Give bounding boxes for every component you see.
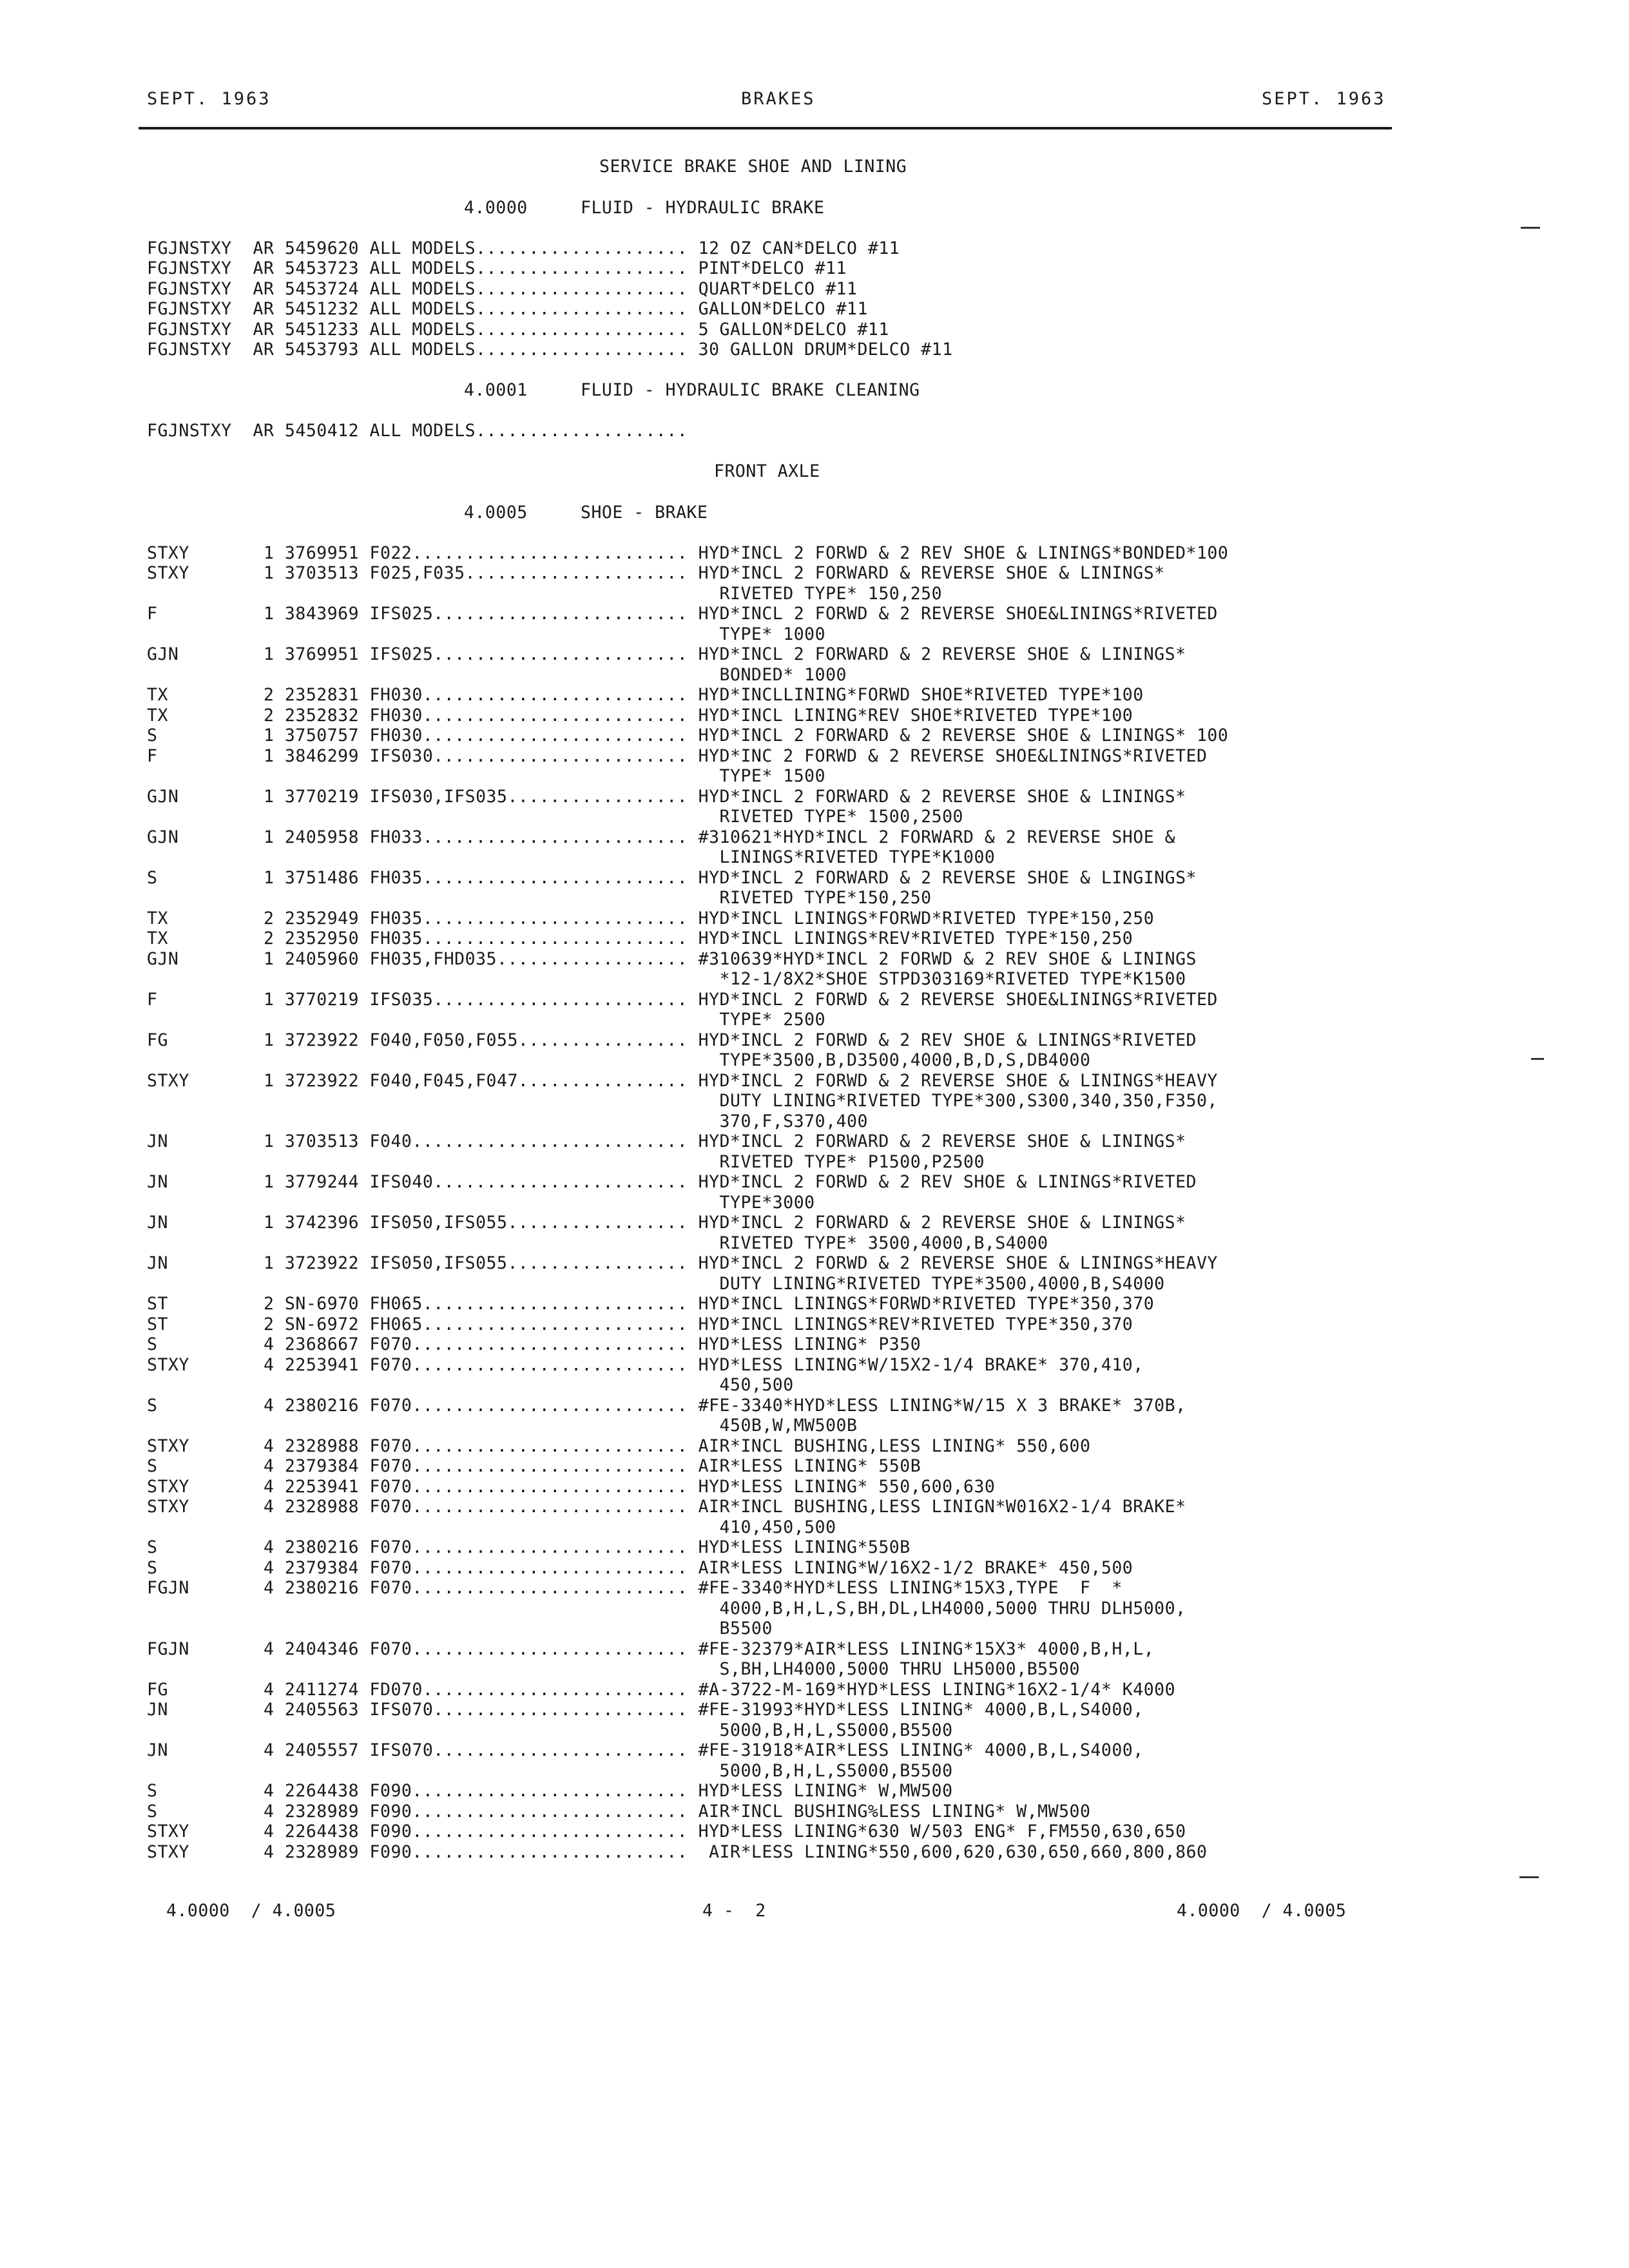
list-item: STXY 4 2264438 F090.......................... HYD*LESS LINING*630 W/503 ENG* F,FM550,630,650 bbox=[147, 1821, 1186, 1841]
list-item: STXY 4 2253941 F070.......................... HYD*LESS LINING*W/15X2-1/4 BRAKE* 370,410, bbox=[147, 1355, 1144, 1375]
list-item: GJN 1 2405958 FH033......................... #310621*HYD*INCL 2 FORWARD & 2 REVERSE SHOE & bbox=[147, 827, 1176, 847]
list-item: GJN 1 3769951 IFS025........................ HYD*INCL 2 FORWARD & 2 REVERSE SHOE & LININGS* bbox=[147, 644, 1186, 664]
list-item: S 4 2328989 F090.......................... AIR*INCL BUSHING%LESS LINING* W,MW500 bbox=[147, 1802, 1091, 1821]
margin-mark bbox=[1519, 1876, 1539, 1878]
list-item: *12-1/8X2*SHOE STPD303169*RIVETED TYPE*K1500 bbox=[147, 969, 1186, 989]
footer-right: 4.0000 / 4.0005 bbox=[1177, 1901, 1347, 1921]
header-right: SEPT. 1963 bbox=[1262, 89, 1386, 109]
list-item: STXY 4 2328989 F090.......................... AIR*LESS LINING*550,600,620,630,650,660,800,860 bbox=[147, 1842, 1208, 1862]
list-item: JN 1 3723922 IFS050,IFS055................. HYD*INCL 2 FORWD & 2 REVERSE SHOE & LININGS*HEAVY bbox=[147, 1253, 1218, 1273]
list-item: STXY 4 2328988 F070.......................... AIR*INCL BUSHING,LESS LINING* 550,600 bbox=[147, 1436, 1091, 1456]
list-item: ST 2 SN-6972 FH065......................... HYD*INCL LININGS*REV*RIVETED TYPE*350,370 bbox=[147, 1314, 1133, 1334]
list-item: TYPE* 1000 bbox=[147, 624, 826, 644]
list-item: DUTY LINING*RIVETED TYPE*3500,4000,B,S4000 bbox=[147, 1274, 1165, 1294]
list-item: 4000,B,H,L,S,BH,DL,LH4000,5000 THRU DLH5000, bbox=[147, 1599, 1186, 1619]
list-item: LININGS*RIVETED TYPE*K1000 bbox=[147, 847, 996, 867]
list-item: F 1 3843969 IFS025........................ HYD*INCL 2 FORWD & 2 REVERSE SHOE&LININGS*RIVETED bbox=[147, 604, 1218, 624]
section-title: SERVICE BRAKE SHOE AND LINING bbox=[599, 157, 907, 177]
list-item: S,BH,LH4000,5000 THRU LH5000,B5500 bbox=[147, 1659, 1080, 1679]
list-item: ST 2 SN-6970 FH065......................... HYD*INCL LININGS*FORWD*RIVETED TYPE*350,370 bbox=[147, 1294, 1155, 1314]
list-item: BONDED* 1000 bbox=[147, 665, 847, 685]
list-item: STXY 1 3703513 F025,F035..................... HYD*INCL 2 FORWARD & REVERSE SHOE & LININGS* bbox=[147, 563, 1165, 583]
header-center: BRAKES bbox=[741, 89, 816, 109]
list-item: 5000,B,H,L,S5000,B5500 bbox=[147, 1720, 953, 1740]
list-item: F 1 3846299 IFS030........................ HYD*INC 2 FORWD & 2 REVERSE SHOE&LININGS*RIVETED bbox=[147, 746, 1208, 766]
list-item: RIVETED TYPE* 150,250 bbox=[147, 584, 943, 604]
list-item: TYPE*3500,B,D3500,4000,B,D,S,DB4000 bbox=[147, 1050, 1091, 1070]
list-item: S 1 3750757 FH030......................... HYD*INCL 2 FORWARD & 2 REVERSE SHOE & LININGS* 100 bbox=[147, 726, 1229, 745]
list-item: RIVETED TYPE* 1500,2500 bbox=[147, 807, 963, 827]
list-item: TX 2 2352950 FH035......................... HYD*INCL LININGS*REV*RIVETED TYPE*150,250 bbox=[147, 928, 1133, 948]
list-item: S 4 2379384 F070.......................... AIR*LESS LINING*W/16X2-1/2 BRAKE* 450,500 bbox=[147, 1558, 1133, 1578]
list-item: 5000,B,H,L,S5000,B5500 bbox=[147, 1761, 953, 1781]
margin-mark bbox=[1531, 1058, 1544, 1060]
list-item: TX 2 2352831 FH030......................... HYD*INCLLINING*FORWD SHOE*RIVETED TYPE*100 bbox=[147, 685, 1144, 705]
section-front-axle: FRONT AXLE bbox=[714, 461, 820, 481]
list-item: S 1 3751486 FH035......................... HYD*INCL 2 FORWARD & 2 REVERSE SHOE & LINGINGS* bbox=[147, 868, 1197, 888]
list-item: 450,500 bbox=[147, 1375, 794, 1395]
list-item: STXY 4 2328988 F070.......................... AIR*INCL BUSHING,LESS LINIGN*W016X2-1/4 BRAKE* bbox=[147, 1497, 1186, 1517]
list-item: GJN 1 3770219 IFS030,IFS035................. HYD*INCL 2 FORWARD & 2 REVERSE SHOE & LININGS* bbox=[147, 787, 1186, 807]
list-item: STXY 1 3769951 F022.......................... HYD*INCL 2 FORWD & 2 REV SHOE & LININGS*BONDED*100 bbox=[147, 543, 1229, 563]
list-item: STXY 4 2253941 F070.......................... HYD*LESS LINING* 550,600,630 bbox=[147, 1477, 996, 1497]
list-item: TYPE*3000 bbox=[147, 1193, 815, 1213]
section-heading-4-0000: 4.0000 FLUID - HYDRAULIC BRAKE bbox=[464, 198, 825, 218]
list-item: S 4 2368667 F070.......................... HYD*LESS LINING* P350 bbox=[147, 1334, 921, 1354]
header-rule bbox=[139, 127, 1392, 130]
list-item: RIVETED TYPE* 3500,4000,B,S4000 bbox=[147, 1233, 1048, 1253]
list-item: JN 1 3742396 IFS050,IFS055................. HYD*INCL 2 FORWARD & 2 REVERSE SHOE & LININGS* bbox=[147, 1213, 1186, 1233]
list-item: FGJNSTXY AR 5451232 ALL MODELS.................... GALLON*DELCO #11 bbox=[147, 299, 868, 319]
footer-center: 4 - 2 bbox=[702, 1901, 766, 1921]
list-item: FGJN 4 2404346 F070.......................... #FE-32379*AIR*LESS LINING*15X3* 4000,B,H,L, bbox=[147, 1639, 1155, 1659]
list-item: S 4 2380216 F070.......................... HYD*LESS LINING*550B bbox=[147, 1537, 911, 1557]
list-item: FGJNSTXY AR 5459620 ALL MODELS.................... 12 OZ CAN*DELCO #11 bbox=[147, 238, 900, 258]
list-item: JN 1 3703513 F040.......................... HYD*INCL 2 FORWARD & 2 REVERSE SHOE & LININGS* bbox=[147, 1131, 1186, 1151]
list-item: TX 2 2352832 FH030......................... HYD*INCL LINING*REV SHOE*RIVETED TYPE*100 bbox=[147, 706, 1133, 726]
list-item: FGJNSTXY AR 5450412 ALL MODELS.................... bbox=[147, 421, 688, 441]
list-item: JN 1 3779244 IFS040........................ HYD*INCL 2 FORWD & 2 REV SHOE & LININGS*RIVETED bbox=[147, 1172, 1197, 1192]
list-item: FG 1 3723922 F040,F050,F055................ HYD*INCL 2 FORWD & 2 REV SHOE & LININGS*RIVETED bbox=[147, 1030, 1197, 1050]
list-item: RIVETED TYPE*150,250 bbox=[147, 888, 932, 908]
list-item: TYPE* 1500 bbox=[147, 766, 826, 786]
list-item: F 1 3770219 IFS035........................ HYD*INCL 2 FORWD & 2 REVERSE SHOE&LININGS*RIVETED bbox=[147, 990, 1218, 1010]
list-item: S 4 2380216 F070.......................... #FE-3340*HYD*LESS LINING*W/15 X 3 BRAKE* 370B, bbox=[147, 1396, 1186, 1416]
list-item: GJN 1 2405960 FH035,FHD035.................. #310639*HYD*INCL 2 FORWD & 2 REV SHOE & LININGS bbox=[147, 949, 1197, 969]
list-item: STXY 1 3723922 F040,F045,F047................ HYD*INCL 2 FORWD & 2 REVERSE SHOE & LININGS*HEAVY bbox=[147, 1071, 1218, 1091]
list-item: JN 4 2405557 IFS070........................ #FE-31918*AIR*LESS LINING* 4000,B,L,S4000, bbox=[147, 1740, 1144, 1760]
section-heading-4-0005: 4.0005 SHOE - BRAKE bbox=[464, 503, 708, 523]
list-item: TX 2 2352949 FH035......................... HYD*INCL LININGS*FORWD*RIVETED TYPE*150,250 bbox=[147, 908, 1155, 928]
margin-mark bbox=[1521, 227, 1540, 229]
list-item: DUTY LINING*RIVETED TYPE*300,S300,340,350,F350, bbox=[147, 1091, 1218, 1111]
list-item: RIVETED TYPE* P1500,P2500 bbox=[147, 1152, 985, 1172]
list-item: TYPE* 2500 bbox=[147, 1010, 826, 1030]
list-item: JN 4 2405563 IFS070........................ #FE-31993*HYD*LESS LINING* 4000,B,L,S4000, bbox=[147, 1700, 1144, 1720]
list-item: 410,450,500 bbox=[147, 1517, 836, 1537]
header-left: SEPT. 1963 bbox=[147, 89, 271, 109]
list-item: S 4 2264438 F090.......................... HYD*LESS LINING* W,MW500 bbox=[147, 1781, 953, 1801]
list-item: FGJNSTXY AR 5451233 ALL MODELS.................... 5 GALLON*DELCO #11 bbox=[147, 320, 889, 340]
list-item: FGJNSTXY AR 5453793 ALL MODELS.................... 30 GALLON DRUM*DELCO #11 bbox=[147, 340, 953, 360]
list-item: 450B,W,MW500B bbox=[147, 1416, 858, 1436]
list-item: FGJNSTXY AR 5453723 ALL MODELS.................... PINT*DELCO #11 bbox=[147, 258, 847, 278]
list-item: S 4 2379384 F070.......................... AIR*LESS LINING* 550B bbox=[147, 1456, 921, 1476]
list-item: B5500 bbox=[147, 1619, 773, 1639]
list-item: 370,F,S370,400 bbox=[147, 1111, 868, 1131]
section-heading-4-0001: 4.0001 FLUID - HYDRAULIC BRAKE CLEANING bbox=[464, 380, 920, 400]
footer-left: 4.0000 / 4.0005 bbox=[166, 1901, 336, 1921]
list-item: FGJN 4 2380216 F070.......................... #FE-3340*HYD*LESS LINING*15X3,TYPE F * bbox=[147, 1578, 1123, 1598]
list-item: FGJNSTXY AR 5453724 ALL MODELS.................... QUART*DELCO #11 bbox=[147, 279, 858, 299]
list-item: FG 4 2411274 FD070......................... #A-3722-M-169*HYD*LESS LINING*16X2-1/4* K4000 bbox=[147, 1680, 1176, 1700]
